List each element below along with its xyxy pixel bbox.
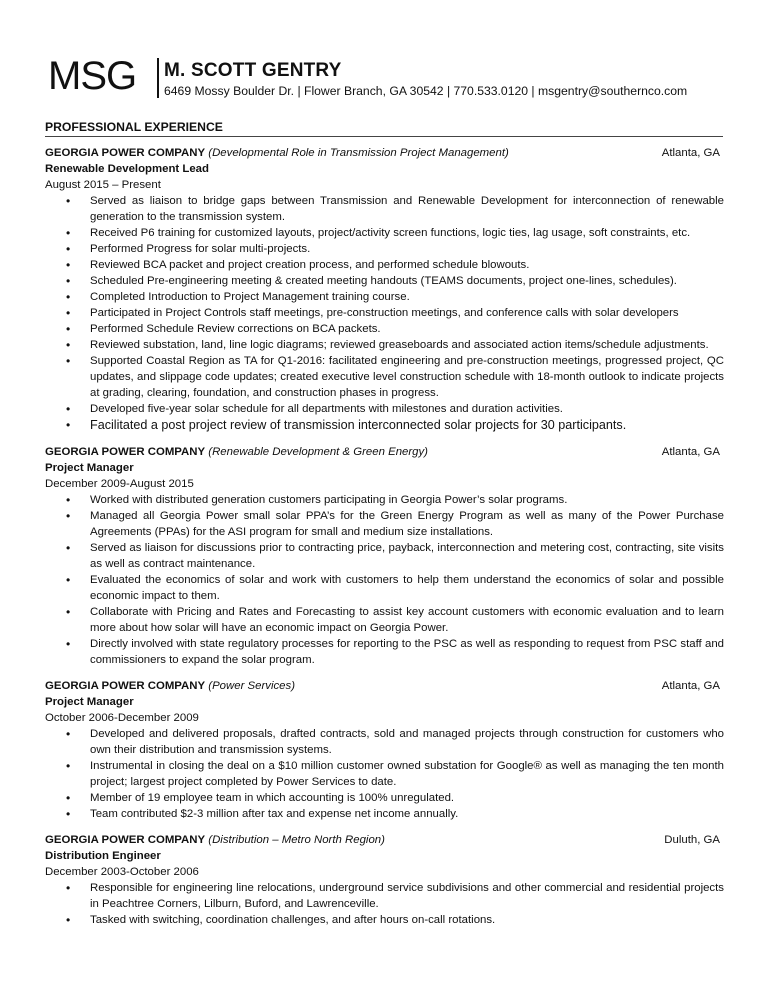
bullet-item: • Instrumental in closing the deal on a $10 million customer owned substation for Google® as well as managing the ten month project; largest project completed by Power Services to date. <box>45 758 724 790</box>
job-title: Project Manager <box>45 696 134 708</box>
job-dates: August 2015 – Present <box>45 179 161 191</box>
contact-line: 6469 Mossy Boulder Dr. | Flower Branch, GA 30542 | 770.533.0120 | msgentry@southernco.com <box>164 84 688 98</box>
bullet-item: • Supported Coastal Region as TA for Q1-2016: facilitated engineering and pre-construction meetings, progressed project, QC updates, and slippage code updates; created executive level construction schedule with 18-month outlook to indicate projects at grading, clearing, foundation, and construction phases in progress. <box>45 353 724 401</box>
job-dates: December 2003-October 2006 <box>45 866 199 878</box>
job-company: GEORGIA POWER COMPANY <box>45 834 206 846</box>
job-company: GEORGIA POWER COMPANY <box>45 147 206 159</box>
job-location: Atlanta, GA <box>661 680 720 692</box>
bullet-item: • Served as liaison for discussions prior to contracting price, payback, interconnection and metering cost, contracting, site visits as well as contract maintenance. <box>45 540 724 572</box>
job-role: (Distribution – Metro North Region) <box>208 834 385 846</box>
job-title: Renewable Development Lead <box>45 163 209 175</box>
bullet-item: • Managed all Georgia Power small solar PPA’s for the Green Energy Program as well as many of the Power Purchase Agreements (PPAs) for the ASI program for small and medium size installations. <box>45 508 724 540</box>
bullet-item: • Developed and delivered proposals, drafted contracts, sold and managed projects through construction for customers who own their distribution and transmission systems. <box>45 726 724 758</box>
job-title: Distribution Engineer <box>45 850 161 862</box>
bullet-item: • Responsible for engineering line relocations, underground service subdivisions and other commercial and residential projects in Peachtree Corners, Lilburn, Buford, and Lawrenceville. <box>45 880 724 912</box>
bullet-item: • Performed Progress for solar multi-projects. <box>45 241 724 257</box>
job-header <box>45 145 724 161</box>
job-header <box>45 678 724 694</box>
job-location: Atlanta, GA <box>661 446 720 458</box>
bullet-item: • Developed five-year solar schedule for all departments with milestones and duration activities. <box>45 401 724 417</box>
job-entry <box>45 145 724 434</box>
bullet-item: • Received P6 training for customized layouts, project/activity screen functions, logic ties, lag usage, soft constraints, etc. <box>45 225 724 241</box>
bullet-item: • Completed Introduction to Project Management training course. <box>45 289 724 305</box>
job-entry <box>45 444 724 668</box>
job-header <box>45 832 724 848</box>
job-dates: December 2009-August 2015 <box>45 478 194 490</box>
job-dates: October 2006-December 2009 <box>45 712 199 724</box>
job-title: Project Manager <box>45 462 134 474</box>
bullet-item: • Scheduled Pre-engineering meeting & created meeting handouts (TEAMS documents, project one-lines, schedules). <box>45 273 724 289</box>
job-role: (Developmental Role in Transmission Project Management) <box>208 147 509 159</box>
experience-list <box>45 145 724 938</box>
section-title: PROFESSIONAL EXPERIENCE <box>45 120 223 134</box>
job-role: (Renewable Development & Green Energy) <box>208 446 428 458</box>
bullet-item: • Member of 19 employee team in which accounting is 100% unregulated. <box>45 790 724 806</box>
monogram-logo: MSG <box>48 54 137 98</box>
job-role: (Power Services) <box>208 680 295 692</box>
bullet-item: • Collaborate with Pricing and Rates and Forecasting to assist key account customers with economic evaluation and to learn more about how solar will have an economic impact on Georgia Power. <box>45 604 724 636</box>
bullet-item: • Evaluated the economics of solar and work with customers to help them understand the economics of solar and possible economic impact to them. <box>45 572 724 604</box>
job-location: Duluth, GA <box>664 834 720 846</box>
bullet-item: • Directly involved with state regulatory processes for reporting to the PSC as well as responding to request from PSC staff and commissioners to expand the solar program. <box>45 636 724 668</box>
job-company: GEORGIA POWER COMPANY <box>45 446 206 458</box>
bullet-item: • Tasked with switching, coordination challenges, and after hours on-call rotations. <box>45 912 724 928</box>
bullet-item: • Reviewed BCA packet and project creation process, and performed schedule blowouts. <box>45 257 724 273</box>
job-header <box>45 444 724 460</box>
job-bullets <box>45 492 724 668</box>
bullet-item: • Worked with distributed generation customers participating in Georgia Power’s solar programs. <box>45 492 724 508</box>
job-bullets <box>45 193 724 434</box>
bullet-item: • Participated in Project Controls staff meetings, pre-construction meetings, and conference calls with solar developers <box>45 305 724 321</box>
header-divider <box>157 58 159 98</box>
job-location: Atlanta, GA <box>661 147 720 159</box>
candidate-name: M. SCOTT GENTRY <box>164 60 342 81</box>
bullet-item: • Served as liaison to bridge gaps between Transmission and Renewable Development for interconnection of renewable generation to the transmission system. <box>45 193 724 225</box>
job-bullets <box>45 880 724 928</box>
job-entry <box>45 678 724 822</box>
bullet-item: • Facilitated a post project review of transmission interconnected solar projects for 30 participants. <box>45 417 724 434</box>
section-rule <box>45 136 723 137</box>
bullet-item: • Team contributed $2-3 million after tax and expense net income annually. <box>45 806 724 822</box>
job-bullets <box>45 726 724 822</box>
job-entry <box>45 832 724 928</box>
resume-header <box>48 54 738 102</box>
bullet-item: • Reviewed substation, land, line logic diagrams; reviewed greaseboards and associated action items/schedule adjustments. <box>45 337 724 353</box>
job-company: GEORGIA POWER COMPANY <box>45 680 206 692</box>
bullet-item: • Performed Schedule Review corrections on BCA packets. <box>45 321 724 337</box>
